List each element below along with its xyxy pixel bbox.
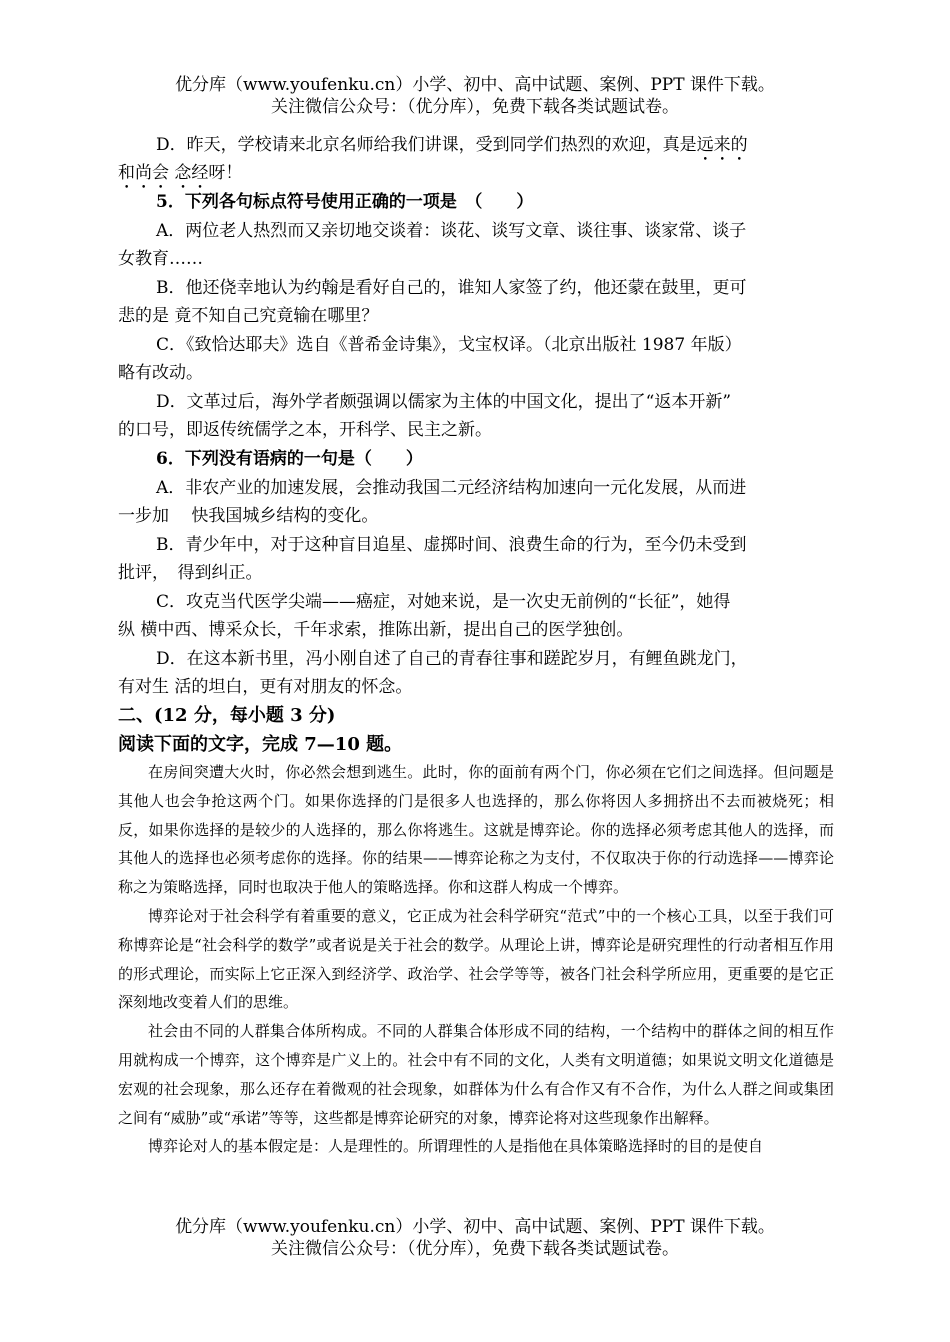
q6-option-d-line1: D．在这本新书里，冯小刚自述了自己的青春往事和蹉跎岁月，有鲤鱼跳龙门，: [156, 649, 748, 669]
q5-option-c-line1: C．《致恰达耶夫》选自《普希金诗集》，戈宝权译。（北京出版社 1987 年版）: [156, 335, 742, 355]
reading-passage: [118, 758, 834, 1161]
q5-stem: 5．下列各句标点符号使用正确的一项是 （ ）: [156, 192, 534, 212]
q6-option-c-line1: C．攻克当代医学尖端——癌症，对她来说，是一次史无前例的“长征”，她得: [156, 592, 731, 612]
q5-option-c-line2: 略有改动。: [118, 363, 203, 383]
q6-stem: 6．下列没有语病的一句是（ ）: [156, 449, 423, 469]
passage-paragraph-4: 博弈论对人的基本假定是：人是理性的。所谓理性的人是指他在具体策略选择时的目的是使自: [148, 1137, 764, 1156]
q4-option-d-line1: [156, 133, 748, 165]
q4-option-d-dotted-phrase-3: 念经: [174, 163, 209, 183]
q4-option-d-dotted-phrase-2: 和尚会: [118, 163, 169, 183]
q6-option-b-line2: 批评， 得到纠正。: [118, 563, 263, 583]
header-wechat-line: 关注微信公众号：（优分库），免费下载各类试题试卷。: [271, 97, 679, 117]
section-2-title: 二、(12 分，每小题 3 分): [118, 705, 336, 726]
q5-option-b-line1: B．他还侥幸地认为约翰是看好自己的，谁知人家签了约，他还蒙在鼓里，更可: [156, 278, 747, 298]
passage-paragraph-3: 社会由不同的人群集合体所构成。不同的人群集合体形成不同的结构，一个结构中的群体之间的相互作用就构成一个博弈，这个博弈是广义上的。社会中有不同的文化，人类有文明道德；如果说文明文化道德是宏观的社会现象，那么还存在着微观的社会现象，如群体为什么有合作又有不合作，为什么人群之间或集团之间有“威胁”或“承诺”等等，这些都是博弈论研究的对象，博弈论将对这些现象作出解释。: [118, 1022, 834, 1127]
q5-option-b-line2: 悲的是 竟不知自己究竟输在哪里？: [118, 306, 379, 326]
q5-option-d-line2: 的口号，即返传统儒学之本，开科学、民主之新。: [118, 420, 492, 440]
q4-option-d-dotted-phrase: 远来的: [696, 135, 748, 155]
q5-option-a-line1: A．两位老人热烈而又亲切地交谈着：谈花、谈写文章、谈往事、谈家常、谈子: [156, 221, 747, 241]
passage-paragraph-1: 在房间突遭大火时，你必然会想到逃生。此时，你的面前有两个门，你必须在它们之间选择。但问题是其他人也会争抢这两个门。如果你选择的门是很多人也选择的，那么你将因人多拥挤出不去而被烧死；相反，如果你选择的是较少的人选择的，那么你将逃生。这就是博弈论。你的选择必须考虑其他人的选择，而其他人的选择也必须考虑你的选择。你的结果——博弈论称之为支付，不仅取决于你的行动选择——博弈论称之为策略选择，同时也取决于他人的策略选择。你和这群人构成一个博弈。: [118, 763, 834, 897]
q5-option-d-line1: D．文革过后，海外学者颇强调以儒家为主体的中国文化，提出了“返本开新”: [156, 392, 732, 412]
q4-option-d-suffix: 呀！: [208, 163, 243, 183]
q5-option-a-line2: 女教育……: [118, 249, 203, 269]
footer-wechat-line: 关注微信公众号：（优分库），免费下载各类试题试卷。: [271, 1239, 679, 1259]
passage-paragraph-2: 博弈论对于社会科学有着重要的意义，它正成为社会科学研究“范式”中的一个核心工具，以至于我们可称博弈论是“社会科学的数学”或者说是关于社会的数学。从理论上讲，博弈论是研究理性的行动者相互作用的形式理论，而实际上它正深入到经济学、政治学、社会学等等，被各门社会科学所应用，更重要的是它正深刻地改变着人们的思维。: [118, 906, 834, 1012]
q6-option-c-line2: 纵 横中西、博采众长，千年求索，推陈出新，提出自己的医学独创。: [118, 620, 634, 640]
q6-option-b-line1: B．青少年中，对于这种盲目追星、虚掷时间、浪费生命的行为，至今仍未受到: [156, 535, 747, 555]
q6-option-a-line1: A．非农产业的加速发展，会推动我国二元经济结构加速向一元化发展，从而进: [156, 478, 747, 498]
q6-option-a-line2: 一步加 快我国城乡结构的变化。: [118, 506, 379, 526]
q4-option-d-text: D．昨天，学校请来北京名师给我们讲课，受到同学们热烈的欢迎，真是: [156, 135, 697, 155]
header-site-line: 优分库（www.youfenku.cn）小学、初中、高中试题、案例、PPT 课件下载。: [175, 75, 775, 95]
q4-option-d-line2: [118, 161, 242, 193]
section-2-instruction: 阅读下面的文字，完成 7—10 题。: [118, 734, 403, 755]
footer-site-line: 优分库（www.youfenku.cn）小学、初中、高中试题、案例、PPT 课件下载。: [175, 1217, 775, 1237]
q6-option-d-line2: 有对生 活的坦白，更有对朋友的怀念。: [118, 677, 413, 697]
